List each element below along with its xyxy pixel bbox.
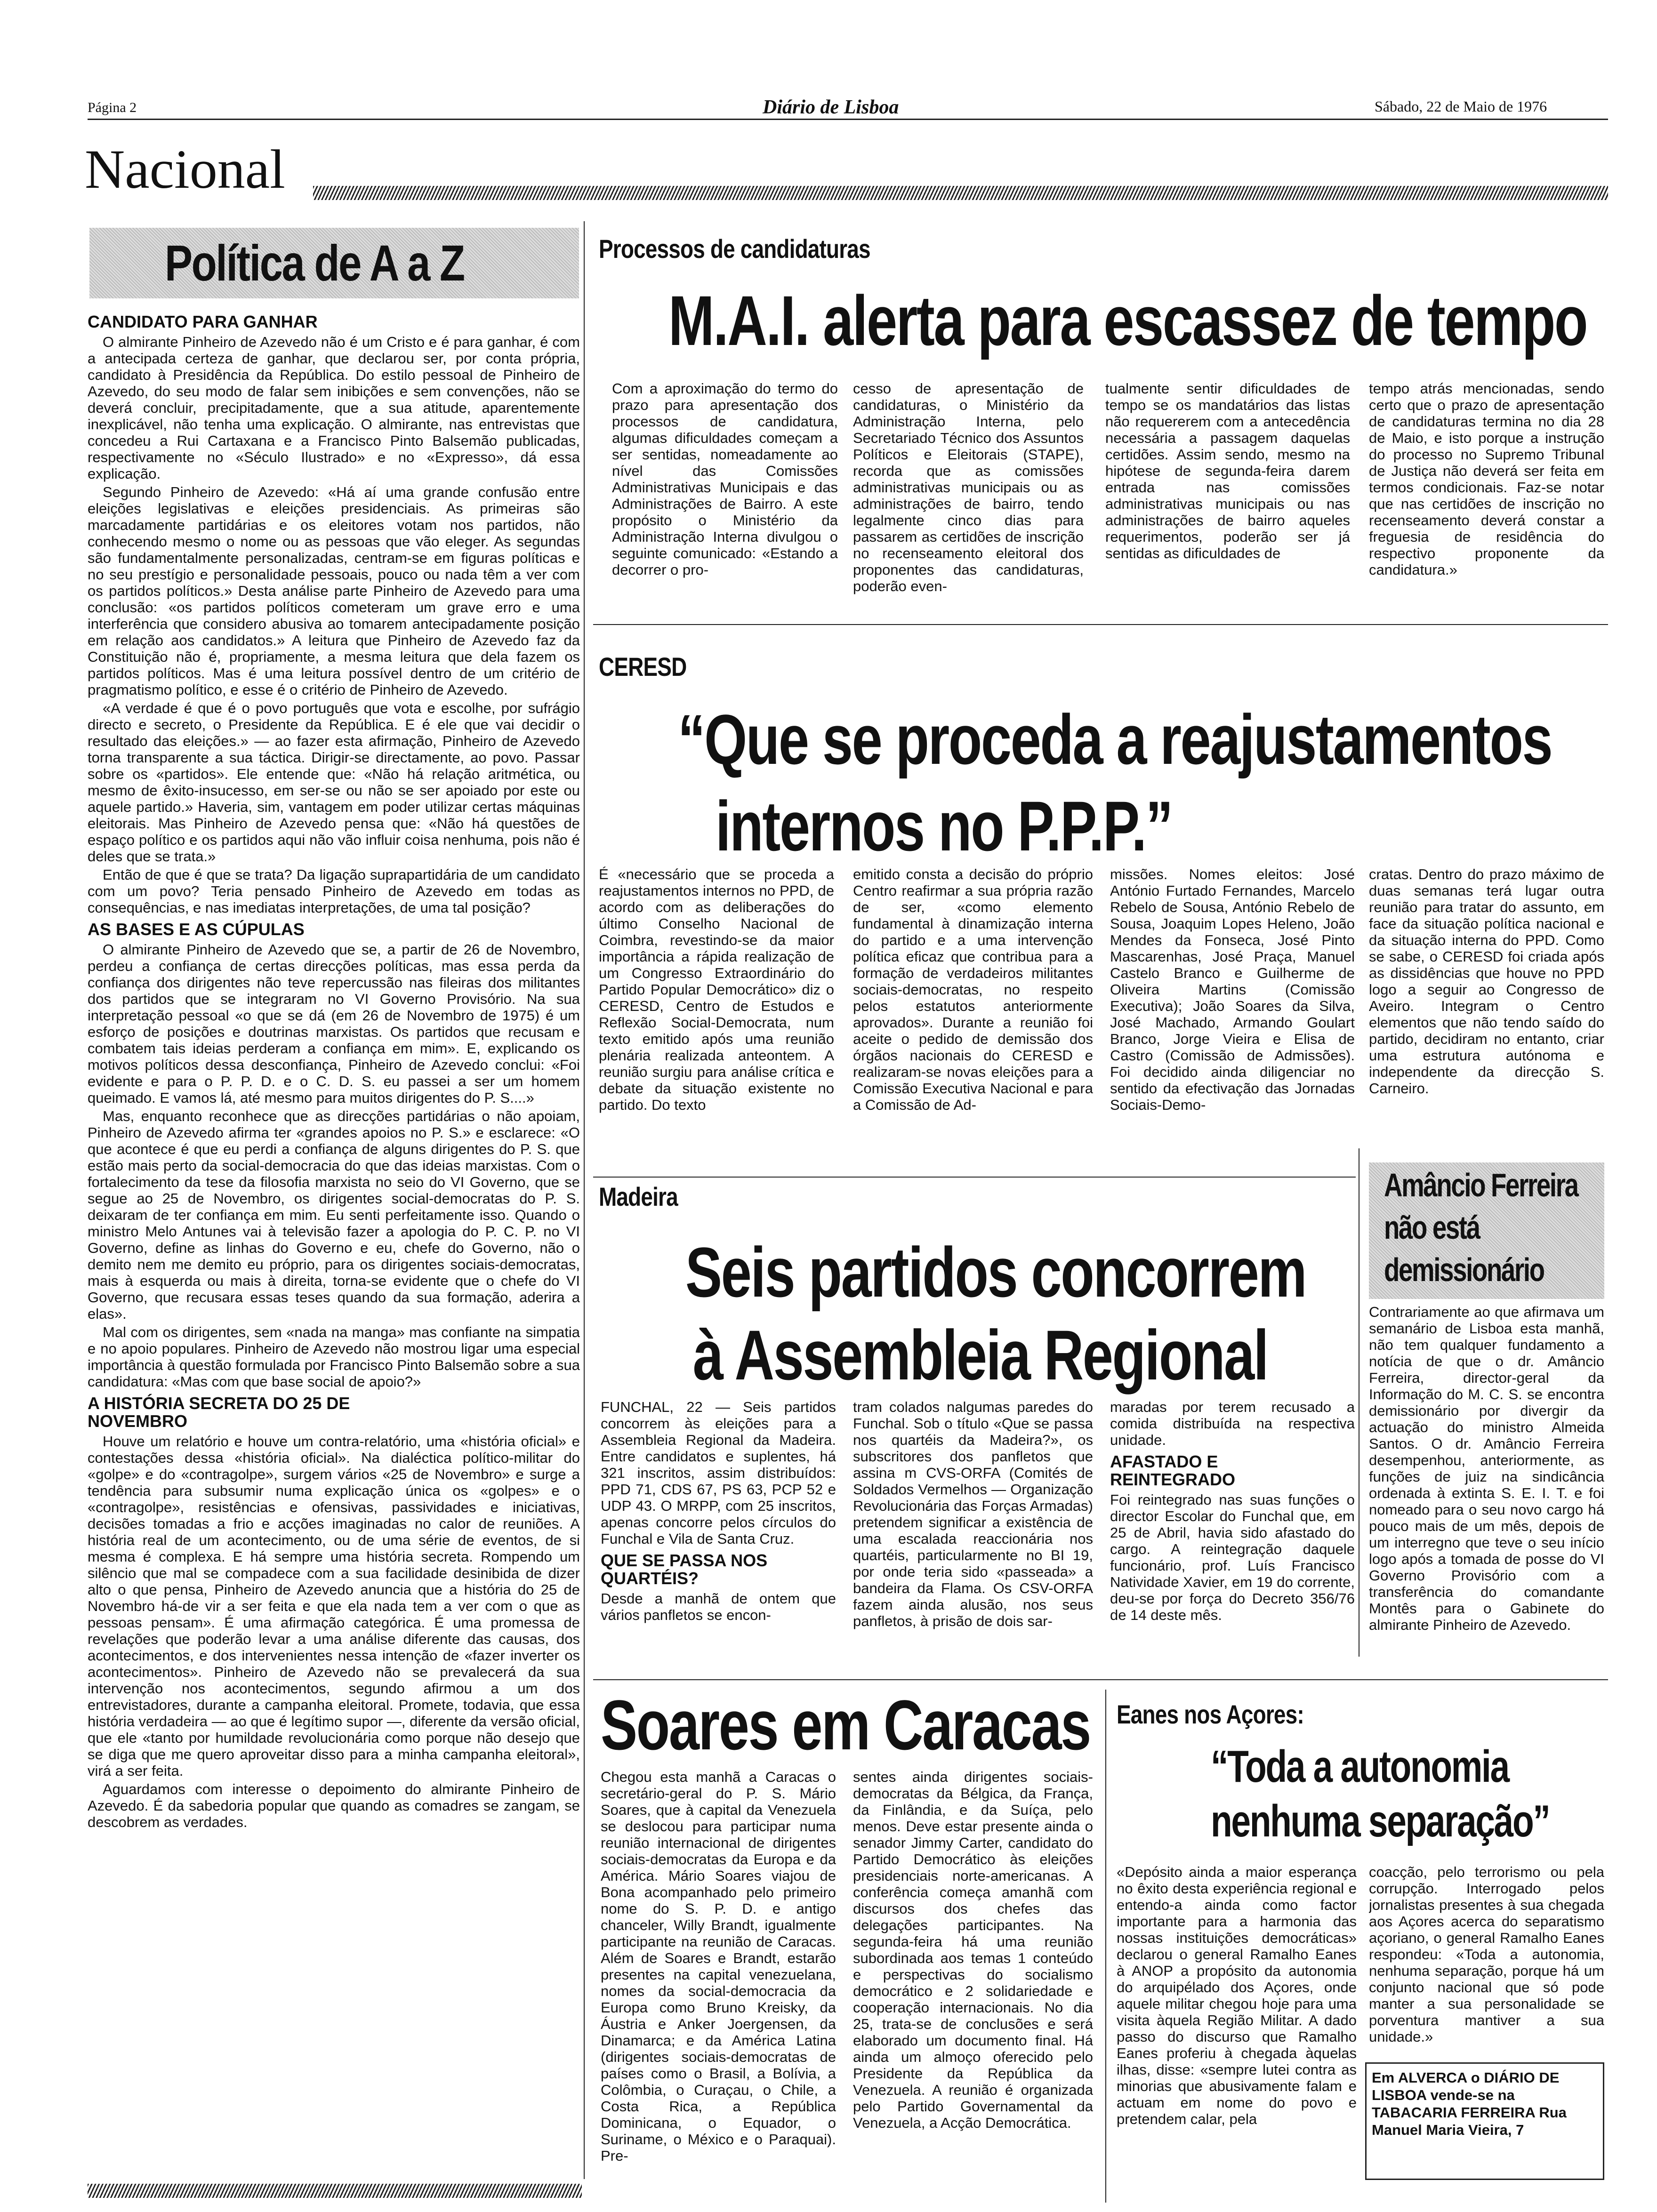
page-number: Página 2	[88, 100, 137, 115]
eanes-col-1: «Depósito ainda a maior esperança no êxito desta experiência regional e entendo-a ainda como factor importante para a harmonia das nossas instituições democráticas» declarou o general Ramalho Eanes à ANOP a propósito da autonomia do arquipélado dos Açores, onde aquele militar chegou hoje para uma visita àquela Região Militar. A dado passo do discurso que Ramalho Eanes proferiu à chegada àquelas ilhas, disse: «sempre lutei contra as minorias que abusivamente falam e actuam em nome do povo e pretendem calar, pela	[1117, 1864, 1357, 2127]
madeira-headline-2: à Assembleia Regional	[693, 1315, 1268, 1395]
ceresd-col-3: missões. Nomes eleitos: José António Furtado Fernandes, Marcelo Rebelo de Sousa, António Rebelo de Sousa, Joaquim Lopes Heleno, João Mendes da Fonseca, José Pinto Mascarenhas, José Praça, Manuel Castelo Branco e Guilherme de Oliveira Martins (Comissão Executiva); João Soares da Silva, José Machado, Armando Goulart Branco, Jorge Vieira e Elisa de Castro (Comissão de Admissões). Foi decidido ainda diligenciar no sentido da efectivação das Jornadas Sociais-Demo-	[1110, 866, 1355, 1113]
mai-col-1: Com a aproximação do termo do prazo para apresentação dos processos de candidatura, algumas dificuldades começam a ser sentidas, nomeadamente ao nível das Comissões Administrativas Municipais e das Administrações de Bairro. A este propósito o Ministério da Administração Interna divulgou o seguinte comunicado: «Estando a decorrer o pro-	[612, 380, 838, 578]
madeira-col-3	[1110, 1399, 1355, 1691]
madeira-kicker: Madeira	[599, 1182, 678, 1211]
paragraph: Houve um relatório e houve um contra-relatório, uma «história oficial» e contestações dessa «história oficial». Na dialéctica político-militar do «golpe» e do «contragolpe», surgem vários «25 de Novembro» e surge a tendência para subsumir numa explicação única os «golpes» e o «contragolpe», resistências e ofensivas, passividades e iniciativas, decisões tomadas a frio e acções imaginadas no calor de reuniões. A história real de um acontecimento, ou de uma série de eventos, de si mesma é complexa. E há sempre uma história secreta. Rompendo um silêncio que mal se compadece com a sua facilidade desinibida de dizer alto o que pensa, Pinheiro de Azevedo anuncia que a história do 25 de Novembro há-de vir a ser feita e que ela nada tem a ver com o que as pessoas pensam». É uma afirmação categórica. É uma promessa de revelações que poderão levar a uma análise diferente das causas, dos acontecimentos, e dos intervenientes nessa intenção de «fazer inverter os acontecimentos». Pinheiro de Azevedo não se prevalecerá da sua intervenção nos acontecimentos, segundo afirmou a um dos entrevistadores, durante a campanha eleitoral. Promete, todavia, que essa história verdadeira — ao que é legítimo supor —, diferente da versão oficial, que ele «tanto por humildade revolucionária como porque não desejo que se diga que me quero aproveitar disso para a minha campanha eleitoral», virá a ser feita.	[88, 1433, 580, 1779]
amancio-title-3: demissionário	[1384, 1251, 1544, 1288]
issue-date: Sábado, 22 de Maio de 1976	[1375, 98, 1547, 115]
caracas-headline: Soares em Caracas	[601, 1685, 1090, 1764]
eanes-divider	[1105, 1690, 1106, 2203]
ceresd-kicker: CERESD	[599, 652, 687, 681]
paragraph: Segundo Pinheiro de Azevedo: «Há aí uma grande confusão entre eleições legislativas e eleições presidenciais. As primeiras são marcadamente partidárias e os eleitores votam nos partidos, não conhecendo mesmo o nome ou as pessoas que vão eleger. As segundas são fundamentalmente personalizadas, centram-se em figuras políticas e no seu prestígio e personalidade pessoais, pouco ou nada têm a ver com os partidos políticos.» Desta análise parte Pinheiro de Azevedo para uma conclusão: «os partidos políticos cometeram um grave erro e uma interferência que considero abusiva ao tomarem antecipadamente posição em relação aos candidatos.» A leitura que Pinheiro de Azevedo faz da Constituição não é, propriamente, a mesma leitura que dela fazem os partidos políticos. Mas é uma leitura possível dentro de um critério de pragmatismo político, e esse é o critério de Pinheiro de Azevedo.	[88, 484, 580, 698]
politica-title: Política de A a Z	[165, 234, 464, 291]
eanes-headline-1: “Toda a autonomia	[1211, 1741, 1509, 1792]
amancio-title-2: não está	[1384, 1209, 1480, 1246]
mai-col-3: tualmente sentir dificuldades de tempo se os mandatários das listas não requererem com a antecedência necessária a passagem daquelas certidões. Assim sendo, mesmo na hipótese de segunda-feira darem entrada nas comissões administrativas municipais ou nas administrações de bairro aqueles requerimentos, poderão ser já sentidas as dificuldades de	[1105, 380, 1350, 561]
ceresd-bottom-rule	[593, 1177, 1356, 1178]
column-divider	[584, 221, 585, 2179]
paragraph: Aguardamos com interesse o depoimento do almirante Pinheiro de Azevedo. É da sabedoria popular que quando as comadres se zangam, se descobrem as verdades.	[88, 1781, 580, 1830]
paragraph: Mal com os dirigentes, sem «nada na manga» mas confiante na simpatia e no apoio populares. Pinheiro de Azevedo não mostrou ligar uma especial importância à questão formulada por Francisco Pinto Balsemão sobre a sua candidatura: «Mas com que base social de apoio?»	[88, 1324, 580, 1390]
eanes-headline-2: nenhuma separação”	[1211, 1796, 1550, 1846]
section-hatch-rule	[313, 186, 1608, 200]
politica-article	[88, 313, 580, 2130]
madeira-col-3b-text: Foi reintegrado nas suas funções o director Escolar do Funchal que, em 25 de Abril, havia sido afastado do cargo. A reintegração daquele funcionário, prof. Luís Francisco Natividade Xavier, em 19 do corrente, deu-se por força do Decreto 356/76 de 14 deste mês.	[1110, 1491, 1355, 1623]
politica-subhead-3: A HISTÓRIA SECRETA DO 25 DE NOVEMBRO	[88, 1394, 350, 1431]
paragraph: Mas, enquanto reconhece que as direcções partidárias o não apoiam, Pinheiro de Azevedo afirma ter «grandes apoios no P. S.» e esclarece: «O que acontece é que eu perdi a confiança de alguns dirigentes do P. S. que estão mais perto da social-democracia do que das ideias marxistas. Com o fortalecimento da tese da filosofia marxista no seio do VI Governo, que se segue ao 25 de Novembro, os dirigentes social-democratas do P. S. deixaram de ter confiança em mim. Eu senti perfeitamente isso. Quando o ministro Melo Antunes vai à televisão fazer a apologia do P. C. P. no VI Governo, define as linhas do Governo e eu, chefe do Governo, não o demito nem me demito eu próprio, para os dirigentes sociais-democratas, mais à esquerda ou mais à direita, torna-se evidente que o chefe do VI Governo, que recusara essas teses quando da sua formação, aderira a elas».	[88, 1108, 580, 1322]
madeira-col-1b-text: Desde a manhã de ontem que vários panfletos se encon-	[601, 1590, 836, 1623]
paragraph: O almirante Pinheiro de Azevedo não é um Cristo e é para ganhar, é com a antecipada certeza de ganhar, que declarou ser, por conta própria, candidato à Presidência da República. Do estilo pessoal de Pinheiro de Azevedo, do seu modo de falar sem inibições e sem convenções, não se deverá concluir, precipitadamente, que a sua atitude, aparentemente inexplicável, não tenha uma explicação. O almirante, nas entrevistas que concedeu a Rui Cartaxana e a Francisco Pinto Balsemão publicadas, respectivamente no «Século Ilustrado» e no «Expresso», dá essa explicação.	[88, 334, 580, 482]
ceresd-headline-2: internos no P.P.P.”	[716, 786, 1172, 866]
caracas-col-1: Chegou esta manhã a Caracas o secretário-geral do P. S. Mário Soares, que à capital da Venezuela se deslocou para participar numa reunião internacional de dirigentes sociais-democratas da Europa e da América. Mário Soares viajou de Bona acompanhado pelo primeiro nome do S. P. D. e antigo chanceler, Willy Brandt, igualmente participante na reunião de Caracas. Além de Soares e Brandt, estarão presentes na capital venezuelana, nomes da social-democracia da Europa como Bruno Kreisky, da Áustria e Anker Joergensen, da Dinamarca; e da América Latina (dirigentes sociais-democratas de países como o Brasil, a Bolívia, a Colômbia, o Curaçau, o Chile, a Costa Rica, a República Dominicana, o Equador, o Suriname, o México e o Paraquai). Pre-	[601, 1769, 836, 2164]
politica-section-2	[88, 941, 580, 1390]
madeira-col-1	[601, 1399, 836, 1691]
mai-col-4: tempo atrás mencionadas, sendo certo que o prazo de apresentação de candidaturas termina no dia 28 de Maio, e isto porque a instrução do processo no Supremo Tribunal de Justiça não deverá ser feita em termos condicionais. Faz-se notar que nas certidões de inscrição no recenseamento deverá constar a freguesia de residência do respectivo proponente da candidatura.»	[1369, 380, 1604, 578]
bottom-hatch-rule	[88, 2184, 582, 2198]
caracas-col-2: sentes ainda dirigentes sociais-democratas da Bélgica, da França, da Finlândia, e da Suíça, pelo menos. Deve estar presente ainda o senador Jimmy Carter, candidato do Partido Democrático às eleições presidenciais norte-americanas. A conferência começa amanhã com discursos dos chefes das delegações participantes. Na segunda-feira há uma reunião subordinada aos temas 1 conteúdo e perspectivas do socialismo democrático e 2 solidariedade e cooperação internacionais. No dia 25, trata-se de conclusões e será elaborado um documento final. Há ainda um almoço oferecido pelo Presidente da República da Venezuela. A reunião é organizada pelo Partido Governamental da Venezuela, a Acção Democrática.	[853, 1769, 1093, 2131]
politica-section-1	[88, 334, 580, 916]
mai-kicker: Processos de candidaturas	[599, 234, 870, 264]
ceresd-col-4: cratas. Dentro do prazo máximo de duas semanas terá lugar outra reunião para tratar do assunto, em face da situação política nacional e da situação interna do PPD. Como se sabe, o CERESD foi criada após as dissidências que houve no PPD logo a seguir ao Congresso de Aveiro. Integram o Centro elementos que não tendo saído do partido, decidiram no entanto, criar uma estrutura autónoma e independente da direcção S. Carneiro.	[1369, 866, 1604, 1097]
politica-section-3	[88, 1433, 580, 1830]
madeira-headline-1: Seis partidos concorrem	[685, 1233, 1306, 1312]
mai-bottom-rule	[593, 624, 1608, 625]
ceresd-col-1: É «necessário que se proceda a reajustamentos internos no PPD, de acordo com as deliberações do último Conselho Nacional de Coimbra, revestindo-se da maior importância a rápida realização de um Congresso Extraordinário do Partido Popular Democrático» diz o CERESD, Centro de Estudos e Reflexão Social-Democrata, num texto emitido após uma reunião plenária realizada anteontem. A reunião surgiu para análise crítica e debate da situação existente no partido. Do texto	[599, 866, 834, 1113]
madeira-subhead-1: QUE SE PASSA NOS QUARTÉIS?	[601, 1551, 768, 1588]
amancio-title-1: Amâncio Ferreira	[1384, 1167, 1578, 1203]
masthead-rule	[88, 119, 1608, 120]
section-title: Nacional	[85, 138, 285, 200]
madeira-subhead-2: AFASTADO E REINTEGRADO	[1110, 1452, 1236, 1489]
madeira-col-1-text: FUNCHAL, 22 — Seis partidos concorrem às eleições para a Assembleia Regional da Madeira. Entre candidatos e suplentes, há 321 inscritos, assim distribuídos: PPD 71, CDS 67, PS 63, PCP 52 e UDP 43. O MRPP, com 25 inscritos, apenas concorre pelos círculos do Funchal e Vila de Santa Cruz.	[601, 1399, 836, 1547]
ceresd-headline-1: “Que se proceda a reajustamentos	[678, 700, 1552, 779]
paragraph: Então de que é que se trata? Da ligação suprapartidária de um candidato com um povo? Teria pensado Pinheiro de Azevedo em todas as consequências, e nas imediatas interpretações, de uma tal posição?	[88, 866, 580, 916]
newspaper-name: Diário de Lisboa	[763, 96, 899, 118]
madeira-col-3a-text: maradas por terem recusado a comida distribuída na respectiva unidade.	[1110, 1399, 1355, 1448]
amancio-text: Contrariamente ao que afirmava um semanário de Lisboa esta manhã, não tem qualquer fundamento a notícia de que o dr. Amâncio Ferreira, director-geral da Informação do M. C. S. se encontra demissionário por divergir da actuação do ministro Almeida Santos. O dr. Amâncio Ferreira desempenhou, anteriormente, as funções de juiz na sindicância ordenada à extinta S. E. I. T. e foi nomeado para o seu novo cargo há pouco mais de um mês, depois de um interregno que teve o seu início logo após a tomada de posse do VI Governo Provisório com a transferência do comandante Montês para o Gabinete do almirante Pinheiro de Azevedo.	[1369, 1304, 1604, 1633]
madeira-bottom-rule	[593, 1679, 1608, 1680]
alverca-notice: Em ALVERCA o DIÁRIO DE LISBOA vende-se na TABACARIA FERREIRA Rua Manuel Maria Vieira, 7	[1372, 2069, 1567, 2138]
eanes-col-2: coacção, pelo terrorismo ou pela corrupção. Interrogado pelos jornalistas presentes à sua chegada aos Açores acerca do separatismo açoriano, o general Ramalho Eanes respondeu: «Toda a autonomia, nenhuma separação, porque há um conjunto nacional que só pode manter a sua personalidade se porventura mantiver a sua unidade.»	[1369, 1864, 1604, 2045]
madeira-col-2: tram colados nalgumas paredes do Funchal. Sob o título «Que se passa nos quartéis da Madeira?», os subscritores dos panfletos que assina m CVS-ORFA (Comités de Soldados Vermelhos — Organização Revolucionária das Forças Armadas) pretendem significar a existência de uma escalada reaccionária nos quartéis, particularmente no BI 19, por onde teria sido «passeada» a bandeira da Flama. Os CSV-ORFA fazem ainda alusão, nos seus panfletos, à prisão de dois sar-	[853, 1399, 1093, 1629]
mai-headline: M.A.I. alerta para escassez de tempo	[668, 281, 1587, 360]
paragraph: O almirante Pinheiro de Azevedo que se, a partir de 26 de Novembro, perdeu a confiança de certas direcções políticas, mas essa perda da confiança dos dirigentes não teve repercussão nas fileiras dos militantes dos partidos que se integraram no VI Governo Provisório. Na sua interpretação pessoal «o que se dá (em 26 de Novembro de 1975) é um esforço de posições e doutrinas marxistas. Os partidos que recusam e combatem tais ideias perderam a confiança em mim». E, explicando os motivos políticos dessa desconfiança, Pinheiro de Azevedo conclui: «Foi evidente e para o P. P. D. e o C. D. S. eu passei a ser um homem queimado. E vamos lá, até mesmo para muitos dirigentes do P. S....»	[88, 941, 580, 1106]
eanes-kicker: Eanes nos Açores:	[1117, 1699, 1304, 1729]
paragraph: «A verdade é que é o povo português que vota e escolhe, por sufrágio directo e secreto, o Presidente da República. E é ele que vai decidir o resultado das eleições.» — ao fazer esta afirmação, Pinheiro de Azevedo torna transparente a sua táctica. Dirigir-se directamente, ao povo. Passar sobre os «partidos». Ele entende que: «Não há relação aritmética, ou mesmo de êxito-insucesso, em ser-se ou não se ser apoiado por este ou aquele partido.» Haveria, sim, vantagem em poder utilizar certas máquinas eleitorais. Mas Pinheiro de Azevedo pensa que: «Não há questões de espaço político e os partidos aqui não vão influir coisa nenhuma, pois não é deles que se trata.»	[88, 700, 580, 865]
politica-subhead-1: CANDIDATO PARA GANHAR	[88, 313, 318, 331]
ceresd-col-2: emitido consta a decisão do próprio Centro reafirmar a sua própria razão de ser, «como elemento fundamental à dinamização interna do partido e a uma intervenção política eficaz que contribua para a formação de verdadeiros militantes sociais-democratas, no respeito pelos estatutos anteriormente aprovados». Durante a reunião foi aceite o pedido de demissão dos órgãos nacionais do CERESD e realizaram-se novas eleições para a Comissão Executiva Nacional e para a Comissão de Ad-	[853, 866, 1093, 1113]
mai-col-2: cesso de apresentação de candidaturas, o Ministério da Administração Interna, pelo Secretariado Técnico dos Assuntos Políticos e Eleitorais (STAPE), recorda que as comissões administrativas municipais ou as administrações de bairro, tendo legalmente cinco dias para passarem as certidões de inscrição no recenseamento eleitoral dos proponentes das candidaturas, poderão even-	[853, 380, 1084, 594]
politica-subhead-2: AS BASES E AS CÚPULAS	[88, 920, 305, 939]
